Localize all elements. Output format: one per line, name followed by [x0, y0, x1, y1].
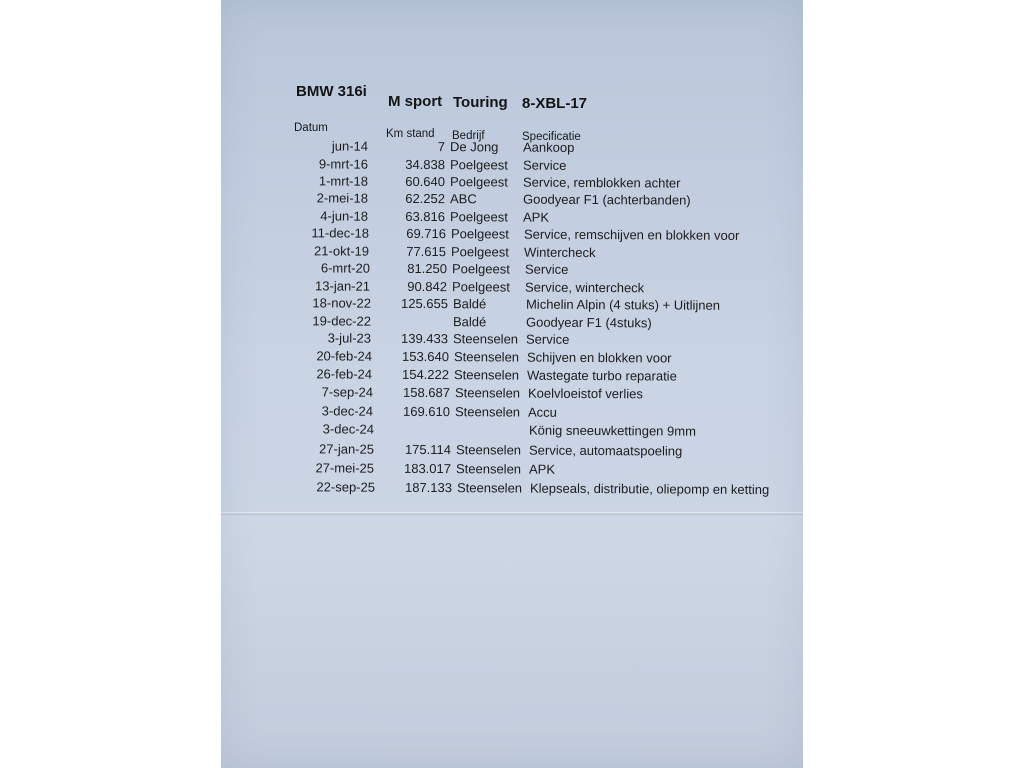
column-header-km: Km stand	[386, 128, 435, 140]
record-km: 81.250	[407, 260, 448, 277]
column-header-company: Bedrijf	[452, 130, 485, 142]
record-company: Baldé	[452, 314, 487, 330]
record-km: 169.610	[402, 403, 451, 420]
title-model: BMW 316i	[296, 83, 367, 100]
record-date: 13-jan-21	[315, 278, 371, 294]
record-company: Poelgeest	[451, 261, 510, 277]
record-spec: Aankoop	[522, 139, 575, 155]
record-spec: Accu	[527, 404, 557, 420]
title-plate: 8-XBL-17	[522, 95, 588, 112]
record-date: 3-dec-24	[321, 403, 374, 419]
record-company: Poelgeest	[450, 244, 509, 260]
record-company: Steenselen	[456, 480, 523, 496]
record-date: 27-mei-25	[315, 460, 375, 476]
paper-sheet	[221, 0, 803, 768]
record-km: 34.838	[405, 156, 446, 173]
record-date: 4-jun-18	[320, 208, 369, 224]
record-spec: Schijven en blokken voor	[526, 349, 672, 366]
record-company: Poelgeest	[449, 174, 508, 190]
record-date: 7-sep-24	[321, 384, 374, 400]
record-spec: Service, automaatspoeling	[528, 442, 683, 459]
column-header-spec: Specificatie	[522, 131, 581, 143]
record-spec: Wintercheck	[523, 244, 596, 261]
record-km: 175.114	[404, 441, 452, 458]
record-date: 11-dec-18	[311, 225, 370, 241]
record-spec: König sneeuwkettingen 9mm	[528, 422, 696, 439]
record-row	[227, 441, 803, 463]
record-km: 139.433	[400, 330, 449, 347]
record-km: 63.816	[405, 208, 446, 225]
paper-lower-half	[221, 515, 803, 768]
record-km: 7	[437, 139, 446, 155]
record-date: 20-feb-24	[316, 348, 373, 364]
record-date: 19-dec-22	[312, 313, 372, 329]
record-km: 69.716	[406, 225, 447, 242]
record-spec: APK	[528, 461, 556, 477]
record-company: Poelgeest	[449, 157, 508, 173]
record-date: 3-jul-23	[327, 330, 372, 346]
record-company: Steenselen	[455, 442, 522, 458]
record-km: 154.222	[401, 366, 450, 383]
record-spec: APK	[522, 209, 550, 225]
record-spec: Michelin Alpin (4 stuks) + Uitlijnen	[525, 296, 721, 313]
record-company: ABC	[449, 191, 477, 207]
record-km: 77.615	[406, 243, 447, 260]
record-spec: Service	[524, 261, 569, 277]
record-company: Steenselen	[454, 404, 521, 420]
record-company: Steenselen	[454, 385, 521, 401]
record-spec: Goodyear F1 (4stuks)	[525, 314, 652, 331]
record-row	[226, 384, 803, 406]
record-company: De Jong	[449, 139, 499, 155]
record-km: 90.842	[407, 278, 448, 295]
record-km: 125.655	[400, 295, 449, 312]
record-spec: Goodyear F1 (achterbanden)	[522, 191, 691, 208]
record-date: 1-mrt-18	[318, 173, 369, 189]
record-row	[227, 460, 803, 482]
record-km: 183.017	[403, 460, 452, 477]
record-company: Poelgeest	[449, 209, 508, 225]
record-company: Steenselen	[455, 461, 522, 477]
record-spec: Klepseals, distributie, oliepomp en ketting	[529, 480, 770, 498]
record-date: 21-okt-19	[314, 243, 370, 259]
record-company: Poelgeest	[450, 226, 509, 242]
record-spec: Koelvloeistof verlies	[527, 385, 643, 402]
record-row	[228, 479, 803, 501]
record-company: Steenselen	[453, 367, 520, 383]
record-date: 6-mrt-20	[320, 260, 371, 276]
record-date: 18-nov-22	[312, 295, 372, 311]
record-km: 60.640	[405, 173, 446, 190]
record-company: Poelgeest	[451, 279, 510, 295]
record-company: Steenselen	[453, 349, 520, 365]
record-date: 27-jan-25	[319, 441, 375, 457]
record-date: 2-mei-18	[316, 190, 369, 206]
column-header-date: Datum	[294, 122, 328, 134]
record-km: 158.687	[402, 384, 451, 401]
record-km: 62.252	[405, 190, 446, 207]
record-spec: Service	[522, 157, 567, 173]
record-date: 9-mrt-16	[318, 156, 369, 172]
record-company: Steenselen	[452, 331, 519, 347]
title-body: Touring	[453, 94, 508, 111]
record-date: 3-dec-24	[322, 421, 375, 437]
record-row	[227, 421, 803, 443]
record-spec: Wastegate turbo reparatie	[526, 367, 677, 384]
record-date: jun-14	[331, 138, 369, 154]
record-spec: Service	[525, 331, 570, 347]
record-spec: Service, remschijven en blokken voor	[523, 226, 740, 243]
record-date: 22-sep-25	[316, 479, 376, 495]
record-company: Baldé	[452, 296, 487, 312]
record-km: 153.640	[401, 348, 450, 365]
record-spec: Service, wintercheck	[524, 279, 645, 296]
title-trim: M sport	[388, 93, 443, 110]
record-spec: Service, remblokken achter	[522, 174, 681, 191]
record-date: 26-feb-24	[316, 366, 373, 382]
record-km: 187.133	[404, 479, 453, 496]
